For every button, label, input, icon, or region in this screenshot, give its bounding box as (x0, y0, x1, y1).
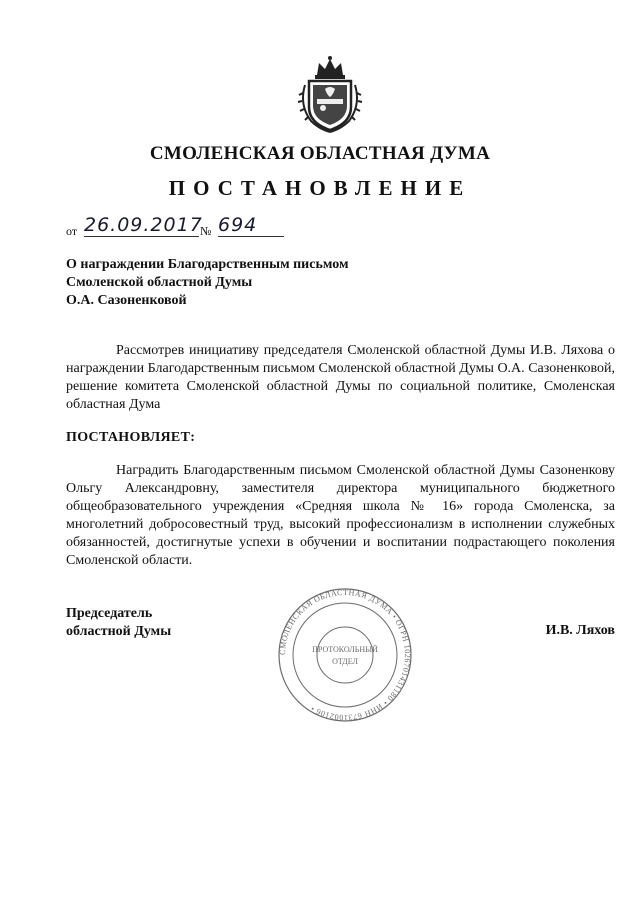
date-prefix: от (66, 224, 78, 238)
registration-line (66, 214, 306, 240)
stamp-center-line: ПРОТОКОЛЬНЫЙ (312, 645, 378, 654)
document-date: 26.09.2017 (84, 214, 203, 236)
signatory-title-line: Председатель (66, 606, 153, 621)
stamp-ring-text: СМОЛЕНСКАЯ ОБЛАСТНАЯ ДУМА • ОГРН 1026701431180 • ИНН 6731002106 • (277, 588, 413, 723)
signatory-title (66, 605, 171, 641)
subject-heading (66, 256, 406, 310)
decree-word: ПОСТАНОВЛЯЕТ: (66, 430, 196, 445)
document-number: 694 (218, 214, 284, 237)
document-type-title: ПОСТАНОВЛЕНИЕ (168, 176, 472, 200)
subject-line: О.А. Сазоненковой (66, 293, 187, 308)
resolution-paragraph: Наградить Благодарственным письмом Смоленской областной Думы Сазоненкову Ольгу Александровну, заместителя директора муниципального бюджетного общеобразовательного учреждения «Средняя школа № 16» города Смоленска, за многолетний добросовестный труд, высокий профессионализм в исполнении служебных обязанностей, достигнутые успехи в обучении и воспитании подрастающего поколения Смоленской области. (66, 463, 615, 568)
signatory-name: И.В. Ляхов (545, 623, 615, 638)
subject-line: О награждении Благодарственным письмом (66, 257, 349, 272)
round-seal-stamp-icon (265, 588, 425, 723)
smolensk-oblast-coat-of-arms-icon (295, 55, 365, 133)
preamble-paragraph: Рассмотрев инициативу председателя Смоленской областной Думы И.В. Ляхова о награждении Благодарственным письмом Смоленской областной Думы О.А. Сазоненковой, решение комитета Смоленской областной Думы по социальной политике, Смоленская областная Дума (66, 343, 615, 412)
subject-line: Смоленской областной Думы (66, 275, 253, 290)
stamp-center-line: ОТДЕЛ (332, 657, 358, 666)
number-label: № (200, 224, 212, 238)
organization-name: СМОЛЕНСКАЯ ОБЛАСТНАЯ ДУМА (149, 143, 491, 164)
signatory-title-line: областной Думы (66, 624, 172, 639)
